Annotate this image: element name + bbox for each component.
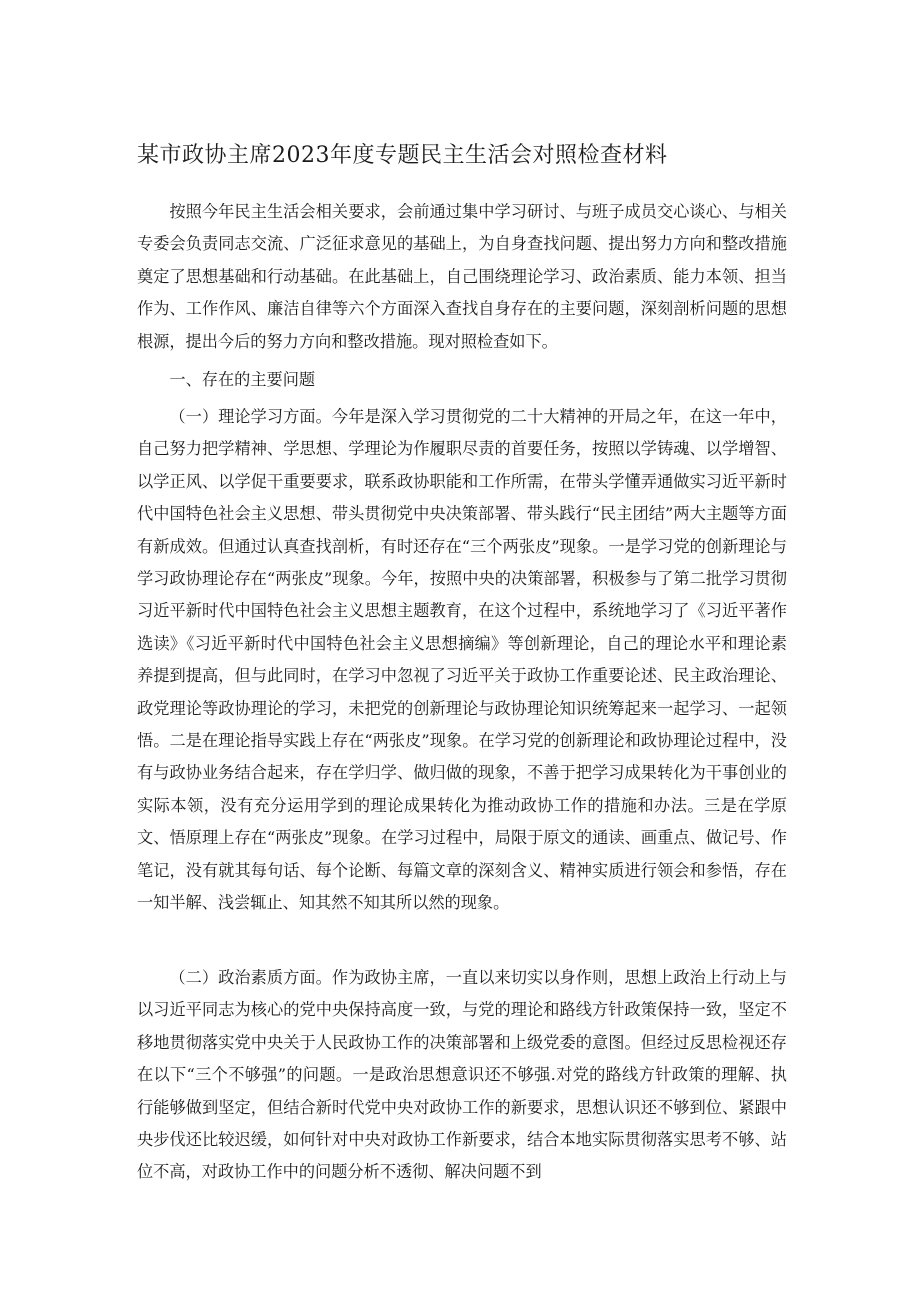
intro-paragraph: 按照今年民主生活会相关要求，会前通过集中学习研讨、与班子成员交心谈心、与相关专委会负责同志交流、广泛征求意见的基础上，为自身查找问题、提出努力方向和整改措施奠定了思想基础和行动基础。在此基础上，自己围绕理论学习、政治素质、能力本领、担当作为、工作作风、廉洁自律等六个方面深入查找自身存在的主要问题，深刻剖析问题的思想根源，提出今后的努力方向和整改措施。现对照检查如下。	[137, 202, 787, 351]
theory-study-paragraph: （一）理论学习方面。今年是深入学习贯彻党的二十大精神的开局之年，在这一年中，自己努力把学精神、学思想、学理论为作履职尽责的首要任务，按照以学铸魂、以学增智、以学正风、以学促干重要要求，联系政协职能和工作所需，在带头学懂弄通做实习近平新时代中国特色社会主义思想、带头贯彻党中央决策部署、带头践行“民主团结”两大主题等方面有新成效。但通过认真查找剖析，有时还存在“三个两张皮”现象。一是学习党的创新理论与学习政协理论存在“两张皮”现象。今年，按照中央的决策部署，积极参与了第二批学习贯彻习近平新时代中国特色社会主义思想主题教育，在这个过程中，系统地学习了《习近平著作选读》《习近平新时代中国特色社会主义思想摘编》等创新理论，自己的理论水平和理论素养提到提高，但与此同时，在学习中忽视了习近平关于政协工作重要论述、民主政治理论、政党理论等政协理论的学习，未把党的创新理论与政协理论知识统筹起来一起学习、一起领悟。二是在理论指导实践上存在“两张皮”现象。在学习党的创新理论和政协理论过程中，没有与政协业务结合起来，存在学归学、做归做的现象，不善于把学习成果转化为干事创业的实际本领，没有充分运用学到的理论成果转化为推动政协工作的措施和办法。三是在学原文、悟原理上存在“两张皮”现象。在学习过程中，局限于原文的通读、画重点、做记号、作笔记，没有就其每句话、每个论断、每篇文章的深刻含义、精神实质进行领会和参悟，存在一知半解、浅尝辄止、知其然不知其所以然的现象。	[137, 407, 787, 913]
section-heading: 一、存在的主要问题	[169, 370, 316, 389]
political-quality-paragraph: （二）政治素质方面。作为政协主席，一直以来切实以身作则，思想上政治上行动上与以习近平同志为核心的党中央保持高度一致，与党的理论和路线方针政策保持一致，坚定不移地贯彻落实党中央关于人民政协工作的决策部署和上级党委的意图。但经过反思检视还存在以下“三个不够强”的问题。一是政治思想意识还不够强.对党的路线方针政策的理解、执行能够做到坚定，但结合新时代党中央对政协工作的新要求，思想认识还不够到位、紧跟中央步伐还比较迟缓，如何针对中央对政协工作新要求，结合本地实际贯彻落实思考不够、站位不高，对政协工作中的问题分析不透彻、解决问题不到	[137, 968, 787, 1182]
document-title: 某市政协主席2023年度专题民主生活会对照检查材料	[137, 143, 668, 168]
